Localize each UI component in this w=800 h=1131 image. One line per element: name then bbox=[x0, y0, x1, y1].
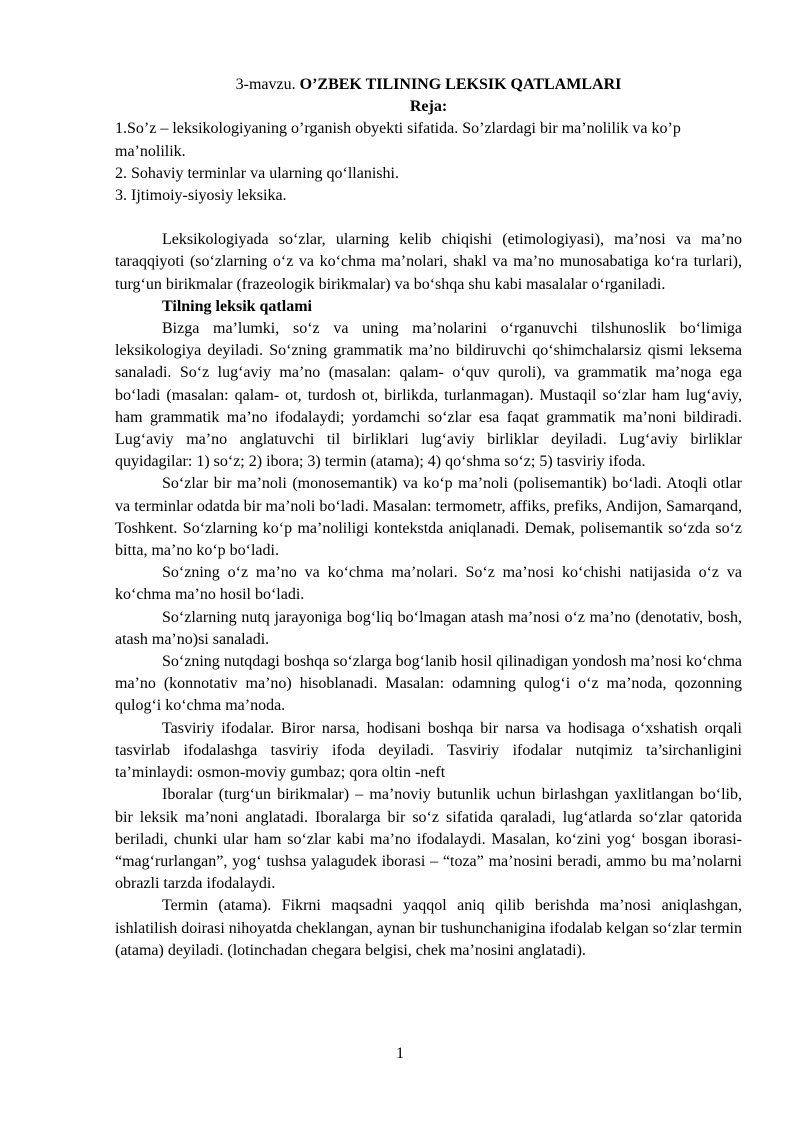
paragraph: Leksikologiyada so‘zlar, ularning kelib chiqishi (etimologiyasi), ma’nosi va ma’no taraqqiyoti (so‘zlarning o‘z va ko‘chma ma’nolari, shakl va ma’no munosabatiga ko‘ra turlari), turg‘un birikmalar (frazeologik birikmalar) va bo‘shqa shu kabi masalalar o‘rganiladi. bbox=[115, 231, 742, 293]
document-title bbox=[115, 74, 742, 96]
paragraph: So‘zning nutqdagi boshqa so‘zlarga bog‘lanib hosil qilinadigan yondosh ma’nosi ko‘chma ma’no (konnotativ ma’no) hisoblanadi. Masalan: odamning qulog‘i o‘z ma’noda, qozonning qulog‘i ko‘chma ma’noda. bbox=[115, 653, 742, 715]
plan-item: 3. Ijtimoiy-siyosiy leksika. bbox=[115, 187, 287, 205]
paragraph: Iboralar (turg‘un birikmalar) – ma’noviy butunlik uchun birlashgan yaxlitlangan bo‘lib, bir leksik ma’noni anglatadi. Iboralarga bir so‘z sifatida qaraladi, lug‘atlarda so‘zlar qatorida beriladi, chunki ular ham so‘zlar kabi ma’no ifodalaydi. Masalan, ko‘zini yog‘ bosgan iborasi- “mag‘rurlangan”, yog‘ tushsa yalagudek iborasi – “toza” ma’nosini beradi, ammo bu ma’nolarni obrazli tarzda ifodalaydi. bbox=[115, 786, 742, 893]
plan-list bbox=[115, 118, 742, 207]
plan-item: 2. Sohaviy terminlar va ularning qo‘llanishi. bbox=[115, 164, 399, 182]
plan-heading: Reja: bbox=[409, 98, 448, 116]
section-heading: Tilning leksik qatlami bbox=[162, 297, 312, 315]
paragraph: Tasviriy ifodalar. Biror narsa, hodisani boshqa bir narsa va hodisaga o‘xshatish orqali tasvirlab ifodalashga tasviriy ifoda deyiladi. Tasviriy ifodalar nutqimiz ta’sirchanligini ta’minlaydi: osmon-moviy gumbaz; qora oltin -neft bbox=[115, 719, 742, 782]
paragraph: So‘zlarning nutq jarayoniga bog‘liq bo‘lmagan atash ma’nosi o‘z ma’no (denotativ, bosh, atash ma’no)si sanaladi. bbox=[115, 608, 742, 648]
paragraph: So‘zlar bir ma’noli (monosemantik) va ko‘p ma’noli (polisemantik) bo‘ladi. Atoqli otlar va terminlar odatda bir ma’noli bo‘ladi. Masalan: termometr, affiks, prefiks, Andijon, Samarqand, Toshkent. So‘zlarning ko‘p ma’noliligi kontekstda aniqlanadi. Demak, polisemantik so‘zda so‘z bitta, ma’no ko‘p bo‘ladi. bbox=[115, 475, 742, 560]
title-prefix: 3-mavzu. bbox=[235, 76, 296, 93]
plan-item: 1.So’z – leksikologiyaning o’rganish obyekti sifatida. So’zlardagi bir ma’nolilik va ko’p ma’nolilik. bbox=[115, 120, 681, 160]
paragraph: Bizga ma’lumki, so‘z va uning ma’nolarini o‘rganuvchi tilshunoslik bo‘limiga leksikologiya deyiladi. So‘zning grammatik ma’no bildiruvchi qo‘shimchalarsiz qismi leksema sanaladi. So‘z lug‘aviy ma’no (masalan: qalam- o‘quv quroli), va grammatik ma’noga ega bo‘ladi (masalan: qalam- ot, turdosh ot, birlikda, turlanmagan). Mustaqil so‘zlar ham lug‘aviy, ham grammatik ma’no ifodalaydi; yordamchi so‘zlar esa faqat grammatik ma’noni bildiradi. Lug‘aviy ma’no anglatuvchi til birliklari lug‘aviy birliklar deyiladi. Lug‘aviy birliklar quyidagilar: 1) so‘z; 2) ibora; 3) termin (atama); 4) qo‘shma so‘z; 5) tasviriy ifoda. bbox=[115, 320, 742, 471]
paragraph: So‘zning o‘z ma’no va ko‘chma ma’nolari. So‘z ma’nosi ko‘chishi natijasida o‘z va ko‘chma ma’no hosil bo‘ladi. bbox=[115, 564, 742, 604]
paragraph: Termin (atama). Fikrni maqsadni yaqqol aniq qilib berishda ma’nosi aniqlashgan, ishlatilish doirasi nihoyatda cheklangan, aynan bir tushunchanigina ifodalab kelgan so‘zlar termin (atama) deyiladi. (lotinchadan chegara belgisi, chek ma’nosini anglatadi). bbox=[115, 897, 742, 959]
title-main: O’ZBEK TILINING LEKSIK QATLAMLARI bbox=[299, 76, 622, 93]
document-body bbox=[115, 229, 742, 962]
page-number: 1 bbox=[396, 1045, 404, 1062]
spacer bbox=[115, 207, 742, 229]
